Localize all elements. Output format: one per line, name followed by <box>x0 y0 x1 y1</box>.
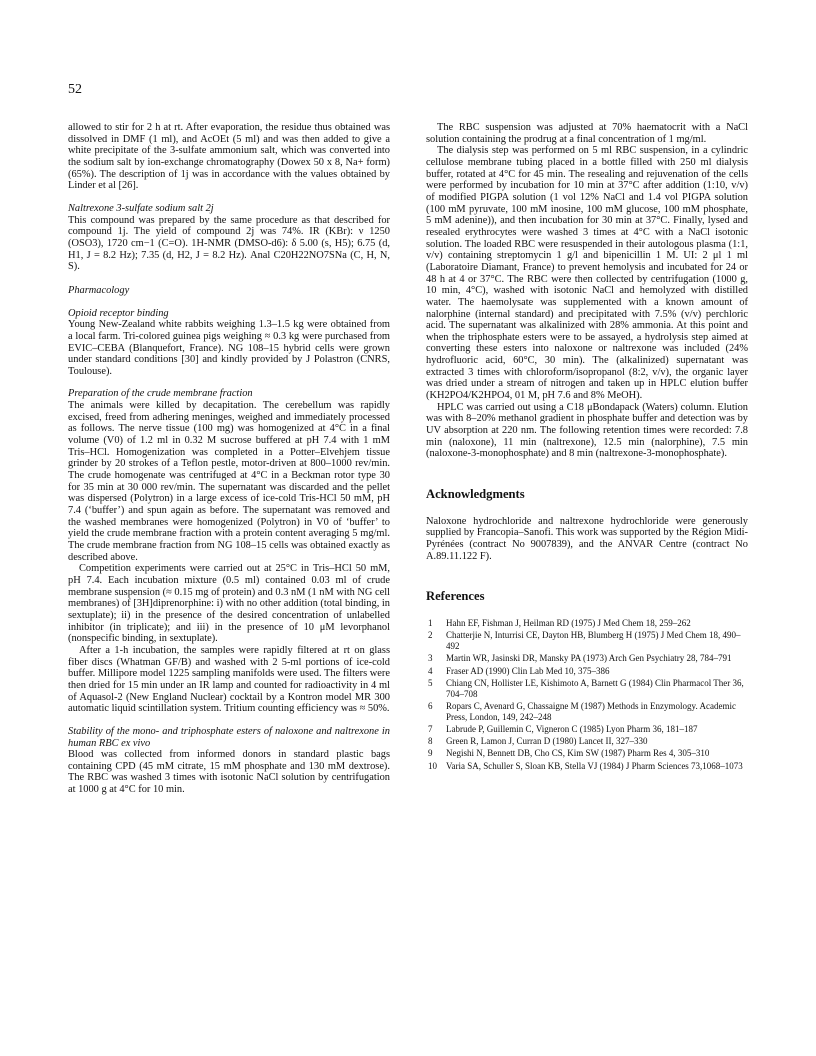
references-list <box>426 618 748 771</box>
reference-number: 7 <box>428 723 433 734</box>
reference-number: 6 <box>428 700 433 711</box>
paragraph-membrane-prep: The animals were killed by decapitation. The cerebellum was rapidly excised, freed from adhering meninges, weighed and immediately processed as follows. The nerve tissue (100 mg) was homogenized at 4°C in a final volume (V0) of 1.2 ml in 0.32 M sucrose buffered at pH 7.4 with 1 mM Tris–HCl. Homogenization was completed in a Potter–Elvehjem tissue grinder by 20 strokes of a Teflon pestle, motor-driven at 800–1000 rev/min. The crude homogenate was centrifuged at 4°C in a Beckman rotor type 30 for 35 min at 30 000 rev/min. The supernatant was discarded and the pellet was dispersed (Polytron) in a large excess of ice-cold Tris-HCl 50 mM, pH 7.4 (‘buffer’) and spun again as before. The supernatant was removed and the washed membranes were homogenized (Polytron) in V0 of ‘buffer’ to yield the crude membrane fraction with a protein content averaging 5 mg/ml. The crude membrane fraction from NG 108–15 cells was obtained exactly as described above. <box>68 400 390 563</box>
reference-number: 1 <box>428 617 433 628</box>
right-column <box>426 122 748 773</box>
reference-item <box>426 618 748 629</box>
reference-text: Chiang CN, Hollister LE, Kishimoto A, Barnett G (1984) Clin Pharmacol Ther 36, 704–708 <box>446 677 744 699</box>
reference-text: Hahn EF, Fishman J, Heilman RD (1975) J Med Chem 18, 259–262 <box>446 617 691 628</box>
page-number: 52 <box>68 82 82 97</box>
left-column <box>68 122 390 796</box>
reference-item <box>426 630 748 651</box>
reference-text: Negishi N, Bennett DB, Cho CS, Kim SW (1987) Pharm Res 4, 305–310 <box>446 748 710 759</box>
subheading-stability: Stability of the mono- and triphosphate esters of naloxone and naltrexone in human RBC ex vivo <box>68 725 390 749</box>
reference-item <box>426 653 748 664</box>
reference-item <box>426 748 748 759</box>
reference-text: Varia SA, Schuller S, Sloan KB, Stella VJ (1984) J Pharm Sciences 73,1068–1073 <box>446 760 743 771</box>
reference-text: Fraser AD (1990) Clin Lab Med 10, 375–386 <box>446 665 610 676</box>
reference-text: Chatterjie N, Inturrisi CE, Dayton HB, Blumberg H (1975) J Med Chem 18, 490–492 <box>446 630 741 651</box>
reference-number: 4 <box>428 665 433 676</box>
reference-text: Martin WR, Jasinski DR, Mansky PA (1973) Arch Gen Psychiatry 28, 784–791 <box>446 653 732 664</box>
paragraph-blood-collection: Blood was collected from informed donors in standard plastic bags containing CPD (45 mM citrate, 15 mM phosphate and 130 mM dextrose). The RBC was washed 3 times with isotonic NaCl solution by centrifugation at 1000 g at 4°C for 10 min. <box>68 749 390 796</box>
paragraph-animals: Young New-Zealand white rabbits weighing 1.3–1.5 kg were obtained from a local farm. Tri-colored guinea pigs weighing ≈ 0.3 kg were purchased from EVIC–CEBA (Blanquefort, France). NG 108–15 hybrid cells were grown under standard conditions [30] and kindly provided by J Polastron (CNRS, Toulouse). <box>68 319 390 377</box>
paragraph-hplc: HPLC was carried out using a C18 μBondapack (Waters) column. Elution was with 8–20% methanol gradient in phosphate buffer and detection was by UV absorption at 220 nm. The following retention times were recorded: 7.8 min (naloxone), 11 min (naltrexone), 12.5 min (nalorphine), 7.5 min (naloxone-3-monophosphate) and 8 min (naltrexone-3-monophosphate). <box>426 401 748 460</box>
reference-number: 2 <box>428 630 433 641</box>
reference-item <box>426 761 748 772</box>
reference-item <box>426 666 748 677</box>
reference-item <box>426 736 748 747</box>
references-heading: References <box>426 589 485 604</box>
paragraph-rbc-suspension: The RBC suspension was adjusted at 70% haematocrit with a NaCl solution containing the prodrug at a final concentration of 1 mg/ml. <box>426 122 748 145</box>
subheading-naltrexone-sulfate: Naltrexone 3-sulfate sodium salt 2j <box>68 202 214 214</box>
reference-text: Green R, Lamon J, Curran D (1980) Lancet II, 327–330 <box>446 736 648 747</box>
paragraph-synthesis-1j: allowed to stir for 2 h at rt. After evaporation, the residue thus obtained was dissolved in DMF (1 ml), and AcOEt (5 ml) and was then added to give a white precipitate of the 3-sulfate ammonium salt, which was converted into the sodium salt by ion-exchange chromatography (Dowex 50 x 8, Na+ form) (65%). The description of 1j was in accordance with the values obtained by Linder et al [26]. <box>68 122 390 192</box>
subheading-membrane-prep: Preparation of the crude membrane fraction <box>68 388 253 400</box>
reference-number: 9 <box>428 748 433 759</box>
reference-item <box>426 678 748 699</box>
paragraph-filtration: After a 1-h incubation, the samples were rapidly filtered at rt on glass fiber discs (Whatman GF/B) and washed with 2 5-ml portions of ice-cold buffer. Millipore model 1225 sampling manifolds were used. The filters were then dried for 15 min under an IR lamp and counted for radioactivity in 4 ml of Aquasol-2 (New England Nuclear) cocktail by a Kontron model MR 300 automatic liquid scintillation system. Tritium counting efficiency was ≈ 50%. <box>68 644 390 715</box>
acknowledgments-text: Naloxone hydrochloride and naltrexone hydrochloride were generously supplied by Francopia–Sanofi. This work was supported by the Région Midi-Pyrénées (contract No 9007839), and the ANVAR Centre (contract No A.89.11.122 F). <box>426 515 748 562</box>
reference-number: 8 <box>428 736 433 747</box>
subheading-pharmacology: Pharmacology <box>68 284 130 296</box>
reference-text: Ropars C, Avenard G, Chassaigne M (1987) Methods in Enzymology. Academic Press, London, 149, 242–248 <box>446 700 736 722</box>
paragraph-naltrexone-sulfate: This compound was prepared by the same procedure as that described for compound 1j. The yield of compound 2j was 74%. IR (KBr): ν 1250 (OSO3), 1720 cm−1 (C=O). 1H-NMR (DMSO-d6): δ 5.00 (s, H5); 6.75 (d, H1, J = 8.2 Hz); 7.35 (d, H2, J = 8.2 Hz). Anal C20H22NO7SNa (C, H, N, S). <box>68 214 390 273</box>
subheading-opioid-binding: Opioid receptor binding <box>68 307 169 319</box>
reference-text: Labrude P, Guillemin C, Vigneron C (1985) Lyon Pharm 36, 181–187 <box>446 723 698 734</box>
reference-number: 5 <box>428 677 433 688</box>
reference-item <box>426 701 748 722</box>
paragraph-dialysis: The dialysis step was performed on 5 ml RBC suspension, in a cylindric cellulose membrane tubing placed in a bottle filled with 250 ml dialysis buffer, rotated at 4°C for 45 min. The resealing and rejuvenation of the cells were performed by incubation for 10 min at 37°C after addition (1:10, v/v) of modified PIGPA solution (1 vol 12% NaCl and 1.4 vol PIGPA solution (100 mM pyruvate, 100 mM inosine, 100 mM glucose, 100 mM phosphate, 5 mM adenine)), and then incubation for 30 min at 37°C. Finally, lysed and resealed erythrocytes were washed 3 times at 4°C with a NaCl isotonic solution. The loaded RBC were resuspended in their autologous plasma (1:1, v/v) containing streptomycin 1 g/l and bipenicillin 1 M. UI: 2 μl 1 ml (Laboratoire Diamant, France) to prevent hemolysis and incubated for 24 or 48 h at 4 or 37°C. The RBC were then collected by centrifugation (1000 g, 10 min, 4°C), washed with isotonic NaCl and hemolyzed with distilled water. The haemolysate was supplemented with a known amount of nalorphine (internal standard) and precipitated with 7.5% (v/v) perchloric acid. The supernatant was alkalinized with 28% ammonia. At this point and when the triphosphate esters were to be assayed, a hydrolysis step aimed at converting these esters into naloxone or naltrexone was included (24% hydrofluoric acid, 60°C, 30 min). The (alkalinized) supernatant was extracted 3 times with chloroform/isopropanol (8:2, v/v), the organic layer was dried under a stream of nitrogen and taken up in HPLC elution buffer (KH2PO4/K2HPO4, 01 M, pH 7.6 and 8% MeOH). <box>426 145 748 402</box>
reference-item <box>426 724 748 735</box>
reference-number: 10 <box>428 760 437 771</box>
paragraph-competition: Competition experiments were carried out at 25°C in Tris–HCl 50 mM, pH 7.4. Each incubation mixture (0.5 ml) contained 0.03 ml of crude membrane suspension (≈ 0.15 mg of protein) and 0.3 nM (1 nM with NG cell membranes) of [3H]diprenorphine: i) with no other addition (total binding, in sextuplate); ii) in the presence of the desired concentration of unlabelled inhibitor (in triplicate); and iii) in the presence of 10 μM levorphanol (nonspecific binding, in sextuplate). <box>68 563 390 645</box>
reference-number: 3 <box>428 653 433 664</box>
acknowledgments-heading: Acknowledgments <box>426 487 525 502</box>
